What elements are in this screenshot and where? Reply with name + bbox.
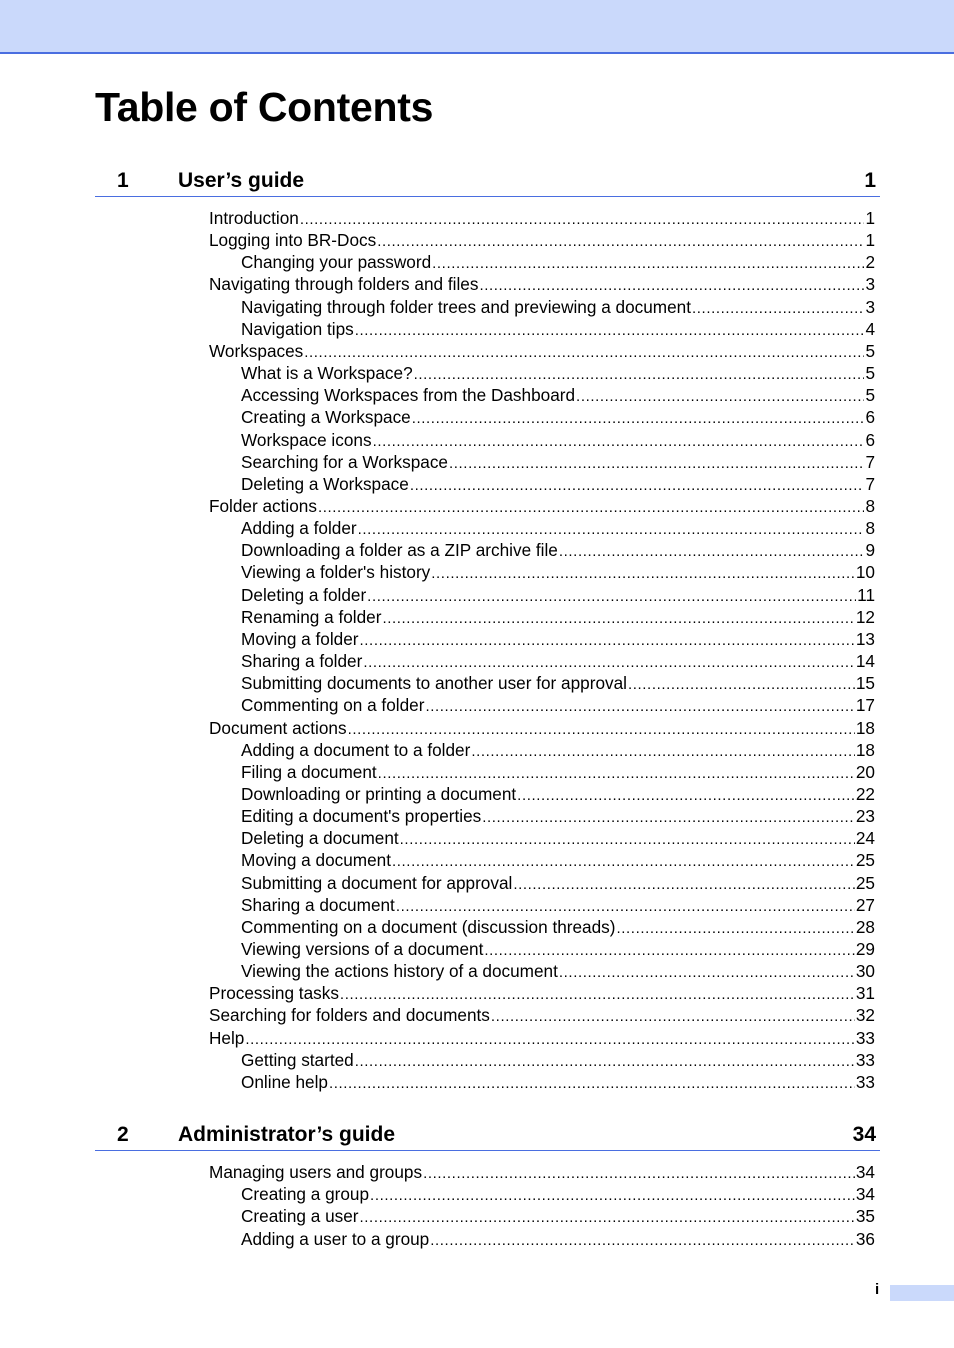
dot-leader [628,674,855,694]
toc-entry[interactable] [241,805,875,827]
toc-entry-title: Accessing Workspaces from the Dashboard [241,385,576,406]
toc-entry-page: 5 [865,340,875,361]
toc-entry[interactable] [241,473,875,495]
chapter-title: Administrator’s guide [178,1123,396,1146]
toc-entry-page: 8 [865,495,875,516]
toc-entry-title: Downloading a folder as a ZIP archive file [241,540,558,561]
toc-entry-title: Submitting documents to another user for approval [241,673,627,694]
toc-entry-page: 7 [865,451,875,472]
dot-leader [414,364,865,384]
dot-leader [378,763,855,783]
toc-entry[interactable] [241,1049,875,1071]
toc-entry[interactable] [241,872,875,894]
toc-entry[interactable] [209,340,875,362]
toc-entry-title: Deleting a folder [241,584,367,605]
toc-entry-page: 13 [855,628,875,649]
toc-entry-page: 6 [865,407,875,428]
footer-tab [890,1285,954,1301]
toc-entry[interactable] [241,362,875,384]
toc-entry-page: 31 [855,983,875,1004]
toc-entry-title: Creating a Workspace [241,407,411,428]
toc-entry-title: Folder actions [209,495,317,516]
dot-leader [559,962,855,982]
toc-entry-page: 18 [855,717,875,738]
toc-entry-title: Renaming a folder [241,606,382,627]
chapter-number: 2 [117,1123,129,1146]
dot-leader [355,1051,855,1071]
toc-entry-title: Help [209,1027,245,1048]
toc-entry[interactable] [241,561,875,583]
toc-entry-page: 33 [855,1071,875,1092]
toc-entry-title: Sharing a document [241,894,395,915]
toc-entry[interactable] [241,296,875,318]
toc-entry-title: Workspace icons [241,429,372,450]
page-number: i [875,1281,880,1298]
toc-entry-title: Introduction [209,208,299,228]
toc-entry[interactable] [241,429,875,451]
dot-leader [367,586,856,606]
toc-entry[interactable] [209,1004,875,1026]
toc-entry-page: 23 [855,806,875,826]
toc-entry-title: Creating a user [241,1206,359,1227]
toc-entry[interactable] [241,849,875,871]
toc-entry-page: 15 [855,673,875,694]
toc-entry-title: Online help [241,1071,328,1092]
dot-leader [423,1163,855,1183]
toc-entry-title: Managing users and groups [209,1162,423,1182]
toc-entry-title: Changing your password [241,252,432,273]
toc-entry[interactable] [241,672,875,694]
chapter-number: 1 [117,169,129,192]
toc-entry-title: Commenting on a folder [241,695,425,716]
toc-entry[interactable] [241,650,875,672]
toc-entry-page: 24 [855,828,875,849]
toc-entry[interactable] [209,982,875,1004]
dot-leader [400,829,855,849]
dot-leader [370,1185,855,1205]
toc-entry-title: Adding a user to a group [241,1228,430,1249]
toc-entry-title: Navigating through folder trees and previewing a document [241,296,692,317]
chapter-heading-1[interactable] [95,166,880,197]
toc-entry[interactable] [241,938,875,960]
toc-entry-page: 6 [865,429,875,450]
dot-leader [576,386,864,406]
toc-entry-title: Adding a folder [241,518,357,539]
toc-entry[interactable] [241,960,875,982]
toc-entry-title: Getting started [241,1049,354,1070]
toc-entry-page: 30 [855,961,875,982]
dot-leader [304,342,864,362]
toc-entry-title: Searching for a Workspace [241,451,448,472]
toc-entry-page: 12 [855,606,875,627]
dot-leader [431,563,855,583]
dot-leader [348,719,855,739]
toc-entry-page: 17 [855,695,875,716]
dot-leader [373,431,865,451]
toc-entry-title: Workspaces [209,340,304,361]
toc-entry-title: Viewing versions of a document [241,938,484,959]
toc-entry-page: 27 [855,894,875,915]
toc-entry[interactable] [241,761,875,783]
toc-entry[interactable] [241,827,875,849]
toc-entry[interactable] [209,1027,875,1049]
toc-entry-page: 33 [855,1027,875,1048]
toc-entry-title: Adding a document to a folder [241,739,471,760]
toc-entry-page: 25 [855,850,875,871]
toc-entry-page: 5 [865,385,875,406]
dot-leader [430,1230,855,1250]
toc-entry[interactable] [241,894,875,916]
toc-entry[interactable] [241,251,875,273]
toc-entry-title: Downloading or printing a document [241,783,517,804]
toc-entry[interactable] [241,1205,875,1227]
dot-leader [329,1073,855,1093]
dot-leader [425,696,854,716]
toc-entry[interactable] [241,318,875,340]
dot-leader [617,918,855,938]
dot-leader [517,785,855,805]
header-band [0,0,954,54]
dot-leader [355,320,865,340]
toc-entry[interactable] [241,1071,875,1093]
dot-leader [412,408,865,428]
toc-entry[interactable] [241,1183,875,1205]
toc-entry-page: 32 [855,1005,875,1026]
dot-leader [245,1029,855,1049]
toc-entry[interactable] [209,273,875,295]
toc-entry-title: Searching for folders and documents [209,1005,490,1026]
toc-entry-page: 28 [855,916,875,937]
toc-entry[interactable] [241,539,875,561]
toc-entry-page: 14 [855,651,875,671]
dot-leader [513,874,855,894]
dot-leader [300,209,865,229]
toc-entry-title: Deleting a document [241,828,399,849]
toc-entry[interactable] [209,1161,875,1183]
toc-entry-title: Creating a group [241,1184,370,1205]
toc-entry[interactable] [241,694,875,716]
toc-entry[interactable] [241,628,875,650]
toc-entry[interactable] [241,739,875,761]
toc-entry[interactable] [241,783,875,805]
toc-entry-page: 4 [865,318,875,339]
toc-entry-page: 34 [855,1162,875,1182]
toc-entry-page: 18 [855,739,875,760]
page-title: Table of Contents [95,84,434,130]
toc-entry-page: 29 [855,938,875,959]
dot-leader [449,453,864,473]
toc-entry[interactable] [209,229,875,251]
toc-entry-title: Moving a document [241,850,391,871]
dot-leader [410,475,865,495]
toc-entry-page: 10 [855,562,875,583]
dot-leader [318,497,864,517]
toc-entry-page: 35 [855,1206,875,1227]
dot-leader [491,1006,855,1026]
toc-entry-title: Moving a folder [241,628,359,649]
dot-leader [340,984,855,1004]
toc-entry-page: 22 [855,783,875,804]
dot-leader [382,608,854,628]
dot-leader [377,231,864,251]
dot-leader [358,519,865,539]
chapter-title: User’s guide [178,169,305,192]
toc-entry[interactable] [241,916,875,938]
dot-leader [559,541,865,561]
toc-entry[interactable] [209,207,875,229]
toc-entry-title: Submitting a document for approval [241,872,513,893]
toc-entry-page: 3 [865,274,875,295]
dot-leader [479,275,864,295]
dot-leader [396,896,855,916]
dot-leader [432,253,864,273]
toc-entry-title: Commenting on a document (discussion threads) [241,916,616,937]
dot-leader [360,630,855,650]
toc-entry-page: 3 [865,296,875,317]
toc-entry-page: 1 [865,230,875,251]
toc-entry-page: 34 [855,1184,875,1205]
chapter-page: 1 [864,169,876,192]
toc-entry-page: 9 [865,540,875,561]
toc-entry-title: Sharing a folder [241,651,363,671]
toc-entry-title: Logging into BR-Docs [209,230,377,251]
dot-leader [471,741,855,761]
dot-leader [692,298,864,318]
toc-entry[interactable] [241,451,875,473]
chapter-page: 34 [852,1123,876,1146]
toc-entry-page: 2 [865,252,875,273]
toc-entry-title: Processing tasks [209,983,339,1004]
toc-entry-page: 36 [855,1228,875,1249]
toc-entry-page: 20 [855,761,875,782]
dot-leader [360,1207,855,1227]
dot-leader [392,851,855,871]
toc-entry[interactable] [241,406,875,428]
toc-entry[interactable] [241,384,875,406]
toc-entry-page: 8 [865,518,875,539]
toc-entry[interactable] [241,1228,875,1250]
dot-leader [484,940,855,960]
toc-entry-page: 5 [865,363,875,383]
toc-entry-title: Document actions [209,717,347,738]
toc-entry[interactable] [209,495,875,517]
toc-entry[interactable] [241,606,875,628]
toc-entry[interactable] [241,517,875,539]
toc-entry[interactable] [209,717,875,739]
toc-entry-page: 25 [855,872,875,893]
toc-entry-title: Navigating through folders and files [209,274,479,295]
dot-leader [363,652,855,672]
toc-entry-title: Navigation tips [241,318,354,339]
toc-entry-page: 33 [855,1049,875,1070]
chapter-heading-2[interactable] [95,1120,880,1151]
toc-entry-page: 7 [865,473,875,494]
toc-entry-title: What is a Workspace? [241,363,413,383]
toc-entry-title: Deleting a Workspace [241,473,409,494]
toc-entry-title: Viewing a folder's history [241,562,431,583]
toc-entry-title: Viewing the actions history of a document [241,961,558,982]
toc-entry-page: 1 [865,208,875,228]
toc-entry-title: Editing a document's properties [241,806,482,826]
toc-entry-title: Filing a document [241,761,377,782]
toc-entry-page: 11 [857,584,875,605]
dot-leader [482,807,855,827]
toc-entry[interactable] [241,584,875,606]
